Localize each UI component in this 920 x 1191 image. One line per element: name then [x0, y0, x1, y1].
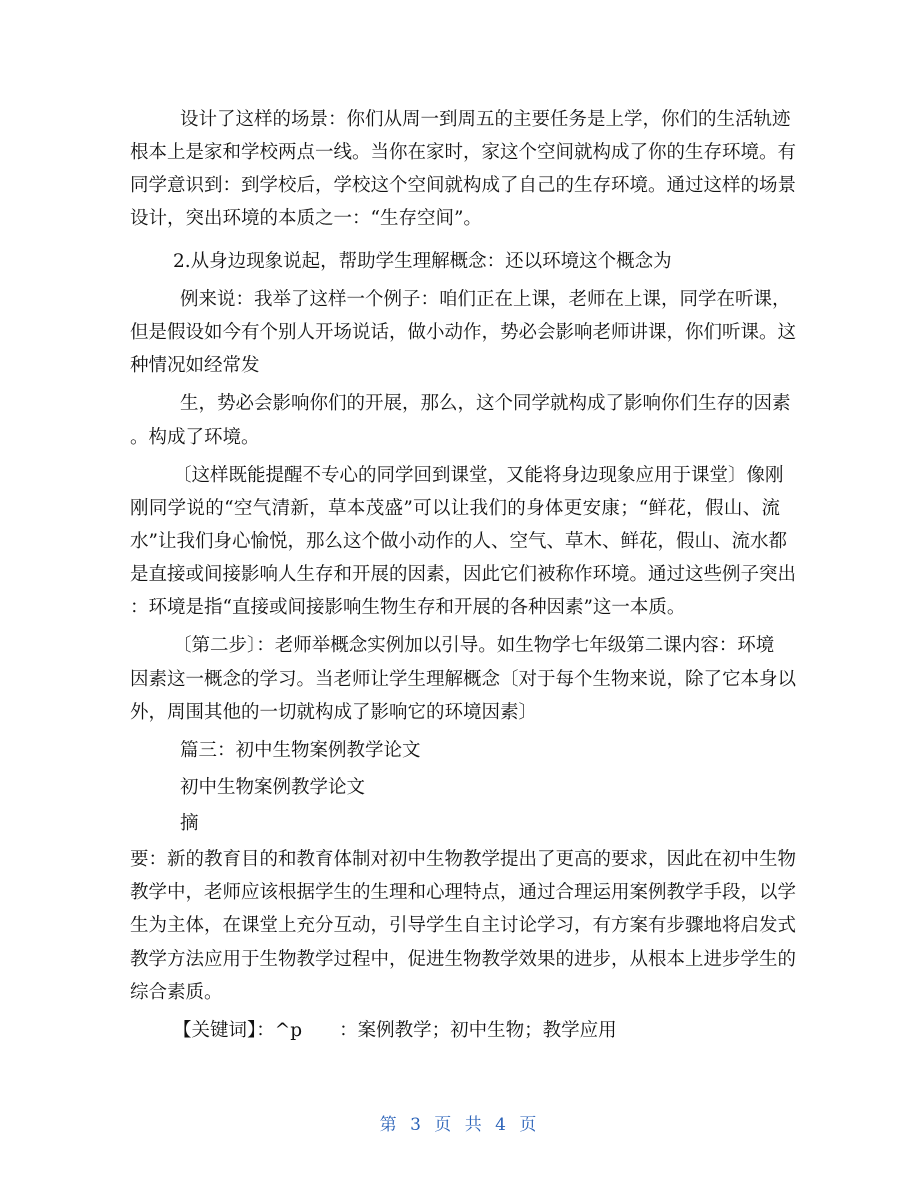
paragraph-line-18: 外，周围其他的一切就构成了影响它的环境因素〕: [130, 702, 538, 723]
abstract-line-4: 教学方法应用于生物教学过程中，促进生物教学效果的进步，从根本上进步学生的: [130, 949, 797, 970]
paragraph-line-9: 生，势必会影响你们的开展，那么，这个同学就构成了影响你们生存的因素: [180, 393, 791, 414]
paragraph-line-16: 〔第二步〕：老师举概念实例加以引导。如生物学七年级第二课内容：环境: [173, 635, 775, 656]
paragraph-line-15: ：环境是指“直接或间接影响生物生存和开展的各种因素”这一本质。: [130, 597, 686, 618]
paragraph-line-6: 例来说：我举了这样一个例子：咱们正在上课，老师在上课，同学在听课，: [180, 289, 791, 310]
abstract-line-1: 要：新的教育目的和教育体制对初中生物教学提出了更高的要求，因此在初中生物: [130, 849, 797, 870]
paragraph-line-11: 〔这样既能提醒不专心的同学回到课堂，又能将身边现象应用于课堂〕像刚: [173, 465, 784, 486]
paragraph-line-12: 刚同学说的“空气清新，草本茂盛”可以让我们的身体更安康；“鲜花，假山、流: [130, 498, 780, 519]
paragraph-line-3: 同学意识到：到学校后，学校这个空间就构成了自己的生存环境。通过这样的场景: [130, 175, 797, 196]
abstract-line-5: 综合素质。: [130, 982, 223, 1003]
abstract-line-2: 教学中，老师应该根据学生的生理和心理特点，通过合理运用案例教学手段，以学: [130, 882, 797, 903]
section-heading: 篇三：初中生物案例教学论文: [180, 740, 421, 761]
paragraph-line-13: 水”让我们身心愉悦，那么这个做小动作的人、空气、草木、鲜花，假山、流水都: [130, 531, 787, 552]
paragraph-line-5: 2.从身边现象说起，帮助学生理解概念：还以环境这个概念为: [173, 251, 672, 272]
article-title: 初中生物案例教学论文: [180, 777, 366, 798]
paragraph-line-4: 设计，突出环境的本质之一：“生存空间”。: [130, 208, 482, 229]
page-number-footer: 第 3 页 共 4 页: [379, 1115, 541, 1135]
paragraph-line-10: 。构成了环境。: [130, 427, 260, 448]
paragraph-line-1: 设计了这样的场景：你们从周一到周五的主要任务是上学，你们的生活轨迹: [180, 109, 791, 130]
keywords-line: 【关键词】：^p ：案例教学；初中生物；教学应用: [173, 1020, 617, 1041]
paragraph-line-2: 根本上是家和学校两点一线。当你在家时，家这个空间就构成了你的生存环境。有: [130, 142, 797, 163]
paragraph-line-14: 是直接或间接影响人生存和开展的因素，因此它们被称作环境。通过这些例子突出: [130, 564, 797, 585]
paragraph-line-8: 种情况如经常发: [130, 355, 260, 376]
abstract-label: 摘: [180, 813, 199, 834]
abstract-line-3: 生为主体，在课堂上充分互动，引导学生自主讨论学习，有方案有步骤地将启发式: [130, 915, 797, 936]
paragraph-line-17: 因素这一概念的学习。当老师让学生理解概念〔对于每个生物来说，除了它本身以: [130, 669, 797, 690]
paragraph-line-7: 但是假设如今有个别人开场说话，做小动作，势必会影响老师讲课，你们听课。这: [130, 322, 797, 343]
